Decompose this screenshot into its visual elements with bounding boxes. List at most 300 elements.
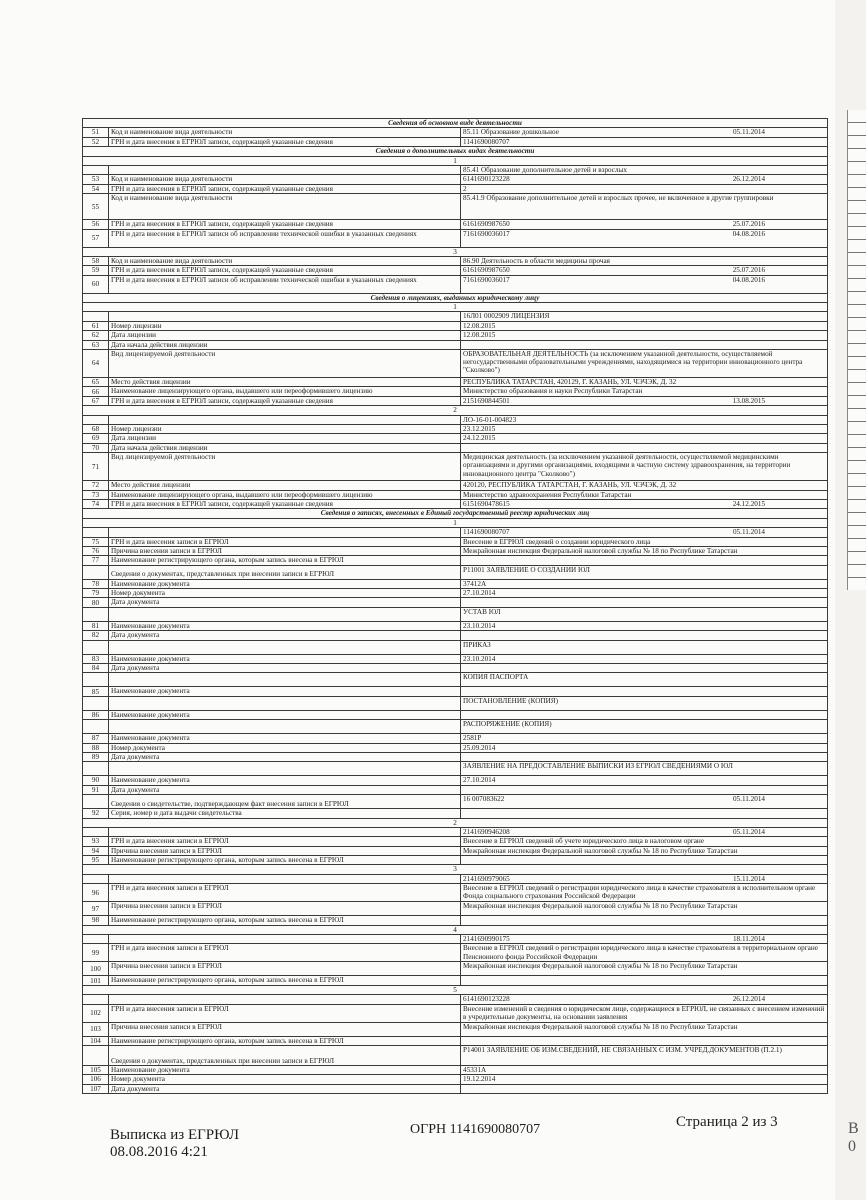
field-value: Межрайонная инспекция Федеральной налоговой службы № 18 по Республике Татарстан bbox=[461, 902, 828, 916]
field-value: 420120, РЕСПУБЛИКА ТАТАРСТАН, Г. КАЗАНЬ, УЛ. ЧЭЧЭК, Д. 32 bbox=[461, 481, 828, 490]
extract-datetime: 08.08.2016 4:21 bbox=[110, 1144, 208, 1160]
field-label bbox=[109, 874, 461, 883]
table-row bbox=[83, 856, 828, 865]
footer-ogrn: ОГРН 1141690080707 bbox=[410, 1122, 541, 1137]
row-number: 65 bbox=[83, 378, 109, 387]
table-row bbox=[83, 546, 828, 555]
table-row bbox=[83, 607, 828, 621]
adjacent-page-edge bbox=[847, 110, 866, 590]
row-number: 92 bbox=[83, 809, 109, 818]
row-number: 86 bbox=[83, 710, 109, 719]
row-number bbox=[83, 415, 109, 424]
field-label: Дата лицензии bbox=[109, 331, 461, 340]
field-value bbox=[461, 275, 828, 293]
field-value: 85.41 Образование дополнительное детей и взрослых bbox=[461, 165, 828, 174]
table-row bbox=[83, 387, 828, 396]
table-row bbox=[83, 350, 828, 378]
row-number: 104 bbox=[83, 1036, 109, 1045]
table-row bbox=[83, 1084, 828, 1093]
field-value bbox=[461, 827, 828, 836]
value-date: 26.12.2014 bbox=[732, 175, 766, 184]
field-value: Р14001 ЗАЯВЛЕНИЕ ОБ ИЗМ.СВЕДЕНИЙ, НЕ СВЯЗАННЫХ С ИЗМ. УЧРЕД.ДОКУМЕНТОВ (П.2.1) bbox=[461, 1046, 828, 1066]
table-row bbox=[83, 396, 828, 405]
field-label: Дата начала действия лицензии bbox=[109, 443, 461, 452]
field-label: Сведения о документах, представленных при внесении записи в ЕГРЮЛ bbox=[109, 1046, 461, 1066]
field-value: 19.12.2014 bbox=[461, 1075, 828, 1084]
row-number bbox=[83, 762, 109, 776]
field-value: Внесение в ЕГРЮЛ сведений о регистрации юридического лица в качестве страхователя в территориальном органе Пенсионного фонда Российской Федерации bbox=[461, 944, 828, 962]
row-number: 89 bbox=[83, 752, 109, 761]
field-value bbox=[461, 976, 828, 985]
field-label: Дата документа bbox=[109, 631, 461, 640]
field-label: Дата документа bbox=[109, 664, 461, 673]
field-value bbox=[461, 809, 828, 818]
field-value: 86.90 Деятельность в области медицины прочая bbox=[461, 256, 828, 265]
group-number: 2 bbox=[83, 818, 828, 827]
group-number: 4 bbox=[83, 925, 828, 934]
row-number bbox=[83, 312, 109, 321]
value-date: 25.07.2016 bbox=[732, 266, 766, 275]
table-row bbox=[83, 1066, 828, 1075]
group-number-row bbox=[83, 406, 828, 415]
field-label bbox=[109, 696, 461, 710]
group-number-row bbox=[83, 518, 828, 527]
table-row bbox=[83, 220, 828, 229]
field-label: Наименование лицензирующего органа, выдавшего или переоформившего лицензию bbox=[109, 490, 461, 499]
footer-page-number: Страница 2 из 3 bbox=[676, 1114, 778, 1130]
field-label: Наименование регистрирующего органа, которым запись внесена в ЕГРЮЛ bbox=[109, 856, 461, 865]
field-label: Дата документа bbox=[109, 752, 461, 761]
row-number: 88 bbox=[83, 743, 109, 752]
value-text: 7161690036017 bbox=[463, 229, 510, 238]
field-label: Наименование документа bbox=[109, 734, 461, 743]
table-row bbox=[83, 762, 828, 776]
row-number bbox=[83, 165, 109, 174]
row-number: 96 bbox=[83, 884, 109, 902]
row-number: 75 bbox=[83, 537, 109, 546]
row-number bbox=[83, 673, 109, 687]
field-label: Причина внесения записи в ЕГРЮЛ bbox=[109, 962, 461, 976]
field-value: Министерство здравоохранения Республики Татарстан bbox=[461, 490, 828, 499]
field-label: ГРН и дата внесения в ЕГРЮЛ записи об исправлении технической ошибки в указанных сведениях bbox=[109, 229, 461, 247]
field-label: Наименование регистрирующего органа, которым запись внесена в ЕГРЮЛ bbox=[109, 556, 461, 565]
field-label: ГРН и дата внесения записи в ЕГРЮЛ bbox=[109, 537, 461, 546]
group-number: 2 bbox=[83, 406, 828, 415]
field-label: Наименование регистрирующего органа, которым запись внесена в ЕГРЮЛ bbox=[109, 916, 461, 925]
field-label: Вид лицензируемой деятельности bbox=[109, 453, 461, 481]
value-date: 05.11.2014 bbox=[732, 795, 766, 804]
table-row bbox=[83, 916, 828, 925]
row-number: 101 bbox=[83, 976, 109, 985]
field-value bbox=[461, 556, 828, 565]
table-row bbox=[83, 137, 828, 146]
row-number: 99 bbox=[83, 944, 109, 962]
field-value bbox=[461, 443, 828, 452]
row-number: 97 bbox=[83, 902, 109, 916]
field-value: ОБРАЗОВАТЕЛЬНАЯ ДЕЯТЕЛЬНОСТЬ (за исключением указанной деятельности, осуществляемой негосударственными образовательными учреждениями, находящимися на территории инновационного центра "Сколково") bbox=[461, 350, 828, 378]
table-row bbox=[83, 312, 828, 321]
field-value: Внесение в ЕГРЮЛ сведений об учете юридического лица в налоговом органе bbox=[461, 837, 828, 846]
row-number: 59 bbox=[83, 266, 109, 275]
row-number: 52 bbox=[83, 137, 109, 146]
field-value: РЕСПУБЛИКА ТАТАРСТАН, 420129, Г. КАЗАНЬ, УЛ. ЧЭЧЭК, Д. 32 bbox=[461, 378, 828, 387]
row-number: 102 bbox=[83, 1004, 109, 1022]
field-value: Межрайонная инспекция Федеральной налоговой службы № 18 по Республике Татарстан bbox=[461, 962, 828, 976]
field-label: Дата документа bbox=[109, 1084, 461, 1093]
field-label: Сведения о документах, представленных при внесении записи в ЕГРЮЛ bbox=[109, 565, 461, 579]
field-value bbox=[461, 1036, 828, 1045]
table-row bbox=[83, 837, 828, 846]
field-label: Сведения о свидетельстве, подтверждающем факт внесения записи в ЕГРЮЛ bbox=[109, 795, 461, 809]
field-label: Код и наименование вида деятельности bbox=[109, 194, 461, 220]
field-value bbox=[461, 710, 828, 719]
table-row bbox=[83, 976, 828, 985]
row-number: 70 bbox=[83, 443, 109, 452]
value-text: 6141690123228 bbox=[463, 175, 510, 184]
value-date: 05.11.2014 bbox=[732, 128, 766, 137]
group-number: 3 bbox=[83, 865, 828, 874]
row-number: 95 bbox=[83, 856, 109, 865]
table-row bbox=[83, 640, 828, 654]
field-value bbox=[461, 128, 828, 137]
value-text: 6151690478615 bbox=[463, 499, 510, 508]
field-value: Межрайонная инспекция Федеральной налоговой службы № 18 по Республике Татарстан bbox=[461, 1022, 828, 1036]
row-number: 87 bbox=[83, 734, 109, 743]
field-value bbox=[461, 995, 828, 1004]
table-row bbox=[83, 598, 828, 607]
table-row bbox=[83, 331, 828, 340]
table-row bbox=[83, 734, 828, 743]
field-label: Причина внесения записи в ЕГРЮЛ bbox=[109, 546, 461, 555]
field-label: Наименование документа bbox=[109, 776, 461, 785]
field-label: Номер лицензии bbox=[109, 424, 461, 433]
table-row bbox=[83, 785, 828, 794]
field-value bbox=[461, 856, 828, 865]
field-label: Наименование документа bbox=[109, 621, 461, 630]
field-label bbox=[109, 935, 461, 944]
field-label: Наименование регистрирующего органа, которым запись внесена в ЕГРЮЛ bbox=[109, 976, 461, 985]
row-number: 53 bbox=[83, 175, 109, 184]
field-value: ПОСТАНОВЛЕНИЕ (КОПИЯ) bbox=[461, 696, 828, 710]
row-number: 80 bbox=[83, 598, 109, 607]
value-date: 26.12.2014 bbox=[732, 995, 766, 1004]
value-date: 04.08.2016 bbox=[732, 275, 766, 284]
field-value bbox=[461, 499, 828, 508]
value-text: 6161690987650 bbox=[463, 266, 510, 275]
table-row bbox=[83, 846, 828, 855]
section-header-row bbox=[83, 147, 828, 156]
table-row bbox=[83, 696, 828, 710]
row-number: 58 bbox=[83, 256, 109, 265]
row-number: 68 bbox=[83, 424, 109, 433]
footer-left bbox=[110, 1127, 239, 1161]
field-value bbox=[461, 687, 828, 696]
field-label: Номер документа bbox=[109, 743, 461, 752]
table-row bbox=[83, 1036, 828, 1045]
field-value: Министерство образования и науки Республики Татарстан bbox=[461, 387, 828, 396]
value-date: 05.11.2014 bbox=[732, 528, 766, 537]
field-label: ГРН и дата внесения записи в ЕГРЮЛ bbox=[109, 1004, 461, 1022]
field-value: ЛО-16-01-004823 bbox=[461, 415, 828, 424]
section-title: Сведения об основном виде деятельности bbox=[83, 119, 828, 128]
field-label bbox=[109, 165, 461, 174]
group-number-row bbox=[83, 303, 828, 312]
row-number: 55 bbox=[83, 194, 109, 220]
field-value: 2 bbox=[461, 184, 828, 193]
group-number: 5 bbox=[83, 985, 828, 994]
table-row bbox=[83, 453, 828, 481]
field-label: Номер документа bbox=[109, 589, 461, 598]
table-row bbox=[83, 579, 828, 588]
field-label bbox=[109, 640, 461, 654]
table-row bbox=[83, 795, 828, 809]
row-number: 74 bbox=[83, 499, 109, 508]
field-label: Место действия лицензии bbox=[109, 481, 461, 490]
group-number: 1 bbox=[83, 303, 828, 312]
value-date: 24.12.2015 bbox=[732, 499, 766, 508]
field-value bbox=[461, 785, 828, 794]
row-number: 76 bbox=[83, 546, 109, 555]
field-value: ЗАЯВЛЕНИЕ НА ПРЕДОСТАВЛЕНИЕ ВЫПИСКИ ИЗ ЕГРЮЛ СВЕДЕНИЯМИ О ЮЛ bbox=[461, 762, 828, 776]
section-title: Сведения о записях, внесенных в Единый государственный реестр юридических лиц bbox=[83, 509, 828, 518]
section-header-row bbox=[83, 119, 828, 128]
row-number bbox=[83, 935, 109, 944]
table-row bbox=[83, 673, 828, 687]
row-number: 79 bbox=[83, 589, 109, 598]
field-value bbox=[461, 175, 828, 184]
field-value: ПРИКАЗ bbox=[461, 640, 828, 654]
row-number: 71 bbox=[83, 453, 109, 481]
row-number bbox=[83, 795, 109, 809]
field-value bbox=[461, 528, 828, 537]
table-row bbox=[83, 962, 828, 976]
value-text: 2141690979065 bbox=[463, 874, 510, 883]
field-label: ГРН и дата внесения в ЕГРЮЛ записи, содержащей указанные сведения bbox=[109, 266, 461, 275]
field-value bbox=[461, 598, 828, 607]
table-row bbox=[83, 874, 828, 883]
group-number-row bbox=[83, 818, 828, 827]
field-label: ГРН и дата внесения в ЕГРЮЛ записи, содержащей указанные сведения bbox=[109, 184, 461, 193]
group-number-row bbox=[83, 925, 828, 934]
row-number bbox=[83, 528, 109, 537]
section-header-row bbox=[83, 293, 828, 302]
extract-title: Выписка из ЕГРЮЛ bbox=[110, 1127, 239, 1143]
table-row bbox=[83, 128, 828, 137]
group-number: 3 bbox=[83, 247, 828, 256]
field-value: 37412А bbox=[461, 579, 828, 588]
table-row bbox=[83, 776, 828, 785]
row-number: 64 bbox=[83, 350, 109, 378]
table-row bbox=[83, 378, 828, 387]
field-value: Медицинская деятельность (за исключением указанной деятельности, осуществляемой медицинскими организациями и другими организациями, входящими в частную систему здравоохранения, на территории инновационного центра "Сколково") bbox=[461, 453, 828, 481]
field-value bbox=[461, 935, 828, 944]
table-row bbox=[83, 194, 828, 220]
row-number: 62 bbox=[83, 331, 109, 340]
field-label: ГРН и дата внесения записи в ЕГРЮЛ bbox=[109, 884, 461, 902]
row-number bbox=[83, 696, 109, 710]
table-row bbox=[83, 621, 828, 630]
field-value: Внесение в ЕГРЮЛ сведений о создании юридического лица bbox=[461, 537, 828, 546]
field-value: Р11001 ЗАЯВЛЕНИЕ О СОЗДАНИИ ЮЛ bbox=[461, 565, 828, 579]
field-value: 1141690080707 bbox=[461, 137, 828, 146]
field-label: Код и наименование вида деятельности bbox=[109, 128, 461, 137]
table-row bbox=[83, 434, 828, 443]
row-number: 85 bbox=[83, 687, 109, 696]
row-number: 51 bbox=[83, 128, 109, 137]
table-row bbox=[83, 752, 828, 761]
table-row bbox=[83, 935, 828, 944]
table-row bbox=[83, 631, 828, 640]
field-label: Код и наименование вида деятельности bbox=[109, 256, 461, 265]
field-value bbox=[461, 220, 828, 229]
field-label bbox=[109, 607, 461, 621]
table-row bbox=[83, 175, 828, 184]
table-row bbox=[83, 528, 828, 537]
field-value: Внесение изменений в сведения о юридическом лице, содержащиеся в ЕГРЮЛ, не связанных с внесением изменений в учредительные документы, на основании заявления bbox=[461, 1004, 828, 1022]
field-label: Номер лицензии bbox=[109, 321, 461, 330]
field-value: 25.09.2014 bbox=[461, 743, 828, 752]
field-value: 23.12.2015 bbox=[461, 424, 828, 433]
field-label bbox=[109, 312, 461, 321]
field-label bbox=[109, 720, 461, 734]
row-number: 83 bbox=[83, 654, 109, 663]
field-value: УСТАВ ЮЛ bbox=[461, 607, 828, 621]
row-number bbox=[83, 827, 109, 836]
table-row bbox=[83, 809, 828, 818]
field-label: Код и наименование вида деятельности bbox=[109, 175, 461, 184]
field-value: 2581Р bbox=[461, 734, 828, 743]
row-number: 107 bbox=[83, 1084, 109, 1093]
table-row bbox=[83, 1075, 828, 1084]
table-row bbox=[83, 687, 828, 696]
adjacent-page-digit: 0 bbox=[848, 1138, 856, 1155]
row-number: 72 bbox=[83, 481, 109, 490]
field-label: ГРН и дата внесения в ЕГРЮЛ записи об исправлении технической ошибки в указанных сведениях bbox=[109, 275, 461, 293]
field-value: РАСПОРЯЖЕНИЕ (КОПИЯ) bbox=[461, 720, 828, 734]
section-title: Сведения о дополнительных видах деятельности bbox=[83, 147, 828, 156]
value-date: 04.08.2016 bbox=[732, 229, 766, 238]
field-label: Наименование документа bbox=[109, 654, 461, 663]
value-date: 05.11.2014 bbox=[732, 827, 766, 836]
field-label: Дата документа bbox=[109, 598, 461, 607]
value-text: 2141690990175 bbox=[463, 935, 510, 944]
field-value bbox=[461, 266, 828, 275]
table-row bbox=[83, 481, 828, 490]
group-number-row bbox=[83, 156, 828, 165]
row-number: 61 bbox=[83, 321, 109, 330]
value-text: 2151690844501 bbox=[463, 396, 510, 405]
adjacent-page-letter: В bbox=[848, 1120, 859, 1137]
field-value: КОПИЯ ПАСПОРТА bbox=[461, 673, 828, 687]
field-label: Наименование регистрирующего органа, которым запись внесена в ЕГРЮЛ bbox=[109, 1036, 461, 1045]
field-label bbox=[109, 415, 461, 424]
row-number: 78 bbox=[83, 579, 109, 588]
row-number bbox=[83, 1046, 109, 1066]
table-row bbox=[83, 664, 828, 673]
value-date: 15.11.2014 bbox=[732, 874, 766, 883]
table-row bbox=[83, 275, 828, 293]
table-row bbox=[83, 229, 828, 247]
table-row bbox=[83, 321, 828, 330]
group-number-row bbox=[83, 247, 828, 256]
field-value: Межрайонная инспекция Федеральной налоговой службы № 18 по Республике Татарстан bbox=[461, 846, 828, 855]
field-label: Место действия лицензии bbox=[109, 378, 461, 387]
row-number: 57 bbox=[83, 229, 109, 247]
table-row bbox=[83, 720, 828, 734]
value-text: 7161690036017 bbox=[463, 275, 510, 284]
row-number: 91 bbox=[83, 785, 109, 794]
field-value: 27.10.2014 bbox=[461, 589, 828, 598]
row-number: 98 bbox=[83, 916, 109, 925]
field-value: 27.10.2014 bbox=[461, 776, 828, 785]
table-row bbox=[83, 556, 828, 565]
field-value bbox=[461, 752, 828, 761]
row-number: 67 bbox=[83, 396, 109, 405]
field-value bbox=[461, 874, 828, 883]
section-title: Сведения о лицензиях, выданных юридическому лицу bbox=[83, 293, 828, 302]
row-number bbox=[83, 874, 109, 883]
field-label: Дата лицензии bbox=[109, 434, 461, 443]
field-label: ГРН и дата внесения записи в ЕГРЮЛ bbox=[109, 837, 461, 846]
field-value: 16Л01 0002909 ЛИЦЕНЗИЯ bbox=[461, 312, 828, 321]
row-number: 66 bbox=[83, 387, 109, 396]
field-value: Внесение в ЕГРЮЛ сведений о регистрации юридического лица в качестве страхователя в исполнительном органе Фонда социального страхования Российской Федерации bbox=[461, 884, 828, 902]
table-row bbox=[83, 340, 828, 349]
value-text: 1141690080707 bbox=[463, 528, 510, 537]
field-label bbox=[109, 528, 461, 537]
row-number: 100 bbox=[83, 962, 109, 976]
value-text: 16 007083622 bbox=[463, 795, 505, 804]
field-label: ГРН и дата внесения в ЕГРЮЛ записи, содержащей указанные сведения bbox=[109, 137, 461, 146]
field-label: ГРН и дата внесения записи в ЕГРЮЛ bbox=[109, 944, 461, 962]
table-row bbox=[83, 165, 828, 174]
field-label: Дата документа bbox=[109, 785, 461, 794]
row-number: 94 bbox=[83, 846, 109, 855]
value-text: 6161690987650 bbox=[463, 220, 510, 229]
row-number: 103 bbox=[83, 1022, 109, 1036]
row-number bbox=[83, 995, 109, 1004]
row-number: 90 bbox=[83, 776, 109, 785]
table-row bbox=[83, 565, 828, 579]
value-date: 18.11.2014 bbox=[732, 935, 766, 944]
field-label: Наименование документа bbox=[109, 1066, 461, 1075]
field-value bbox=[461, 631, 828, 640]
field-label: Серия, номер и дата выдачи свидетельства bbox=[109, 809, 461, 818]
value-text: 6141690123228 bbox=[463, 995, 510, 1004]
table-row bbox=[83, 415, 828, 424]
row-number: 93 bbox=[83, 837, 109, 846]
row-number bbox=[83, 607, 109, 621]
field-label: Дата начала действия лицензии bbox=[109, 340, 461, 349]
group-number-row bbox=[83, 865, 828, 874]
value-date: 25.07.2016 bbox=[732, 220, 766, 229]
row-number: 82 bbox=[83, 631, 109, 640]
group-number: 1 bbox=[83, 156, 828, 165]
group-number-row bbox=[83, 985, 828, 994]
field-value: Межрайонная инспекция Федеральной налоговой службы № 18 по Республике Татарстан bbox=[461, 546, 828, 555]
table-row bbox=[83, 1022, 828, 1036]
field-value: 23.10.2014 bbox=[461, 621, 828, 630]
row-number: 56 bbox=[83, 220, 109, 229]
field-label: Номер документа bbox=[109, 1075, 461, 1084]
table-row bbox=[83, 443, 828, 452]
table-row bbox=[83, 424, 828, 433]
field-label: Причина внесения записи в ЕГРЮЛ bbox=[109, 902, 461, 916]
field-value: 24.12.2015 bbox=[461, 434, 828, 443]
field-label: Причина внесения записи в ЕГРЮЛ bbox=[109, 1022, 461, 1036]
table-row bbox=[83, 490, 828, 499]
table-row bbox=[83, 266, 828, 275]
